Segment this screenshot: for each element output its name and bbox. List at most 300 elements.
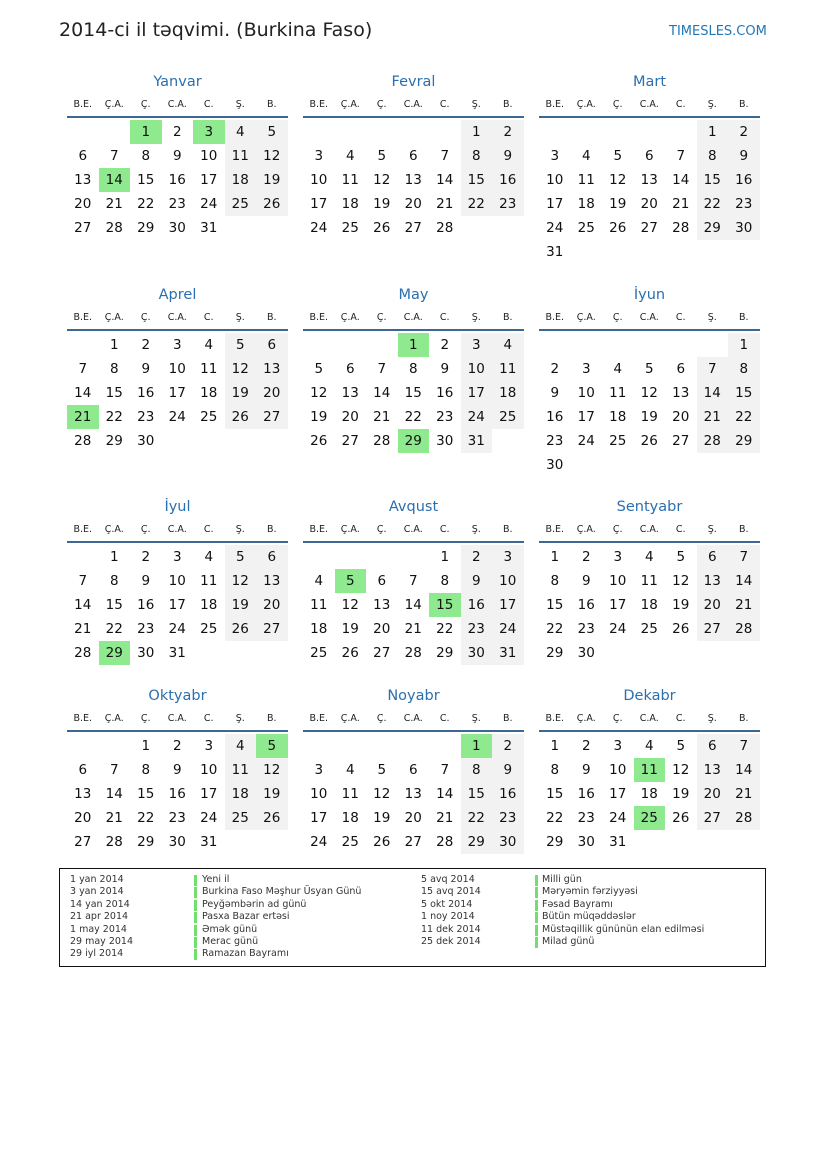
day-cell: 4: [225, 734, 257, 758]
month-name: Avqust: [388, 499, 439, 515]
day-cell: 15: [137, 172, 155, 188]
legend-marker: [194, 900, 197, 911]
day-cell: 4: [345, 148, 355, 164]
weekday-header: B.: [738, 713, 749, 724]
day-cell: 8: [461, 144, 493, 168]
legend-holiday-name: Milli gün: [542, 874, 582, 885]
day-cell: 28: [105, 220, 123, 236]
day-cell: 20: [697, 593, 729, 617]
day-cell: 8: [461, 758, 493, 782]
weekday-header: Ş.: [235, 524, 245, 535]
day-cell: 18: [310, 621, 328, 637]
day-cell: 23: [461, 617, 493, 641]
day-cell: 19: [672, 786, 690, 802]
weekday-header: Ç.: [376, 99, 387, 110]
legend-holiday-name: Məryəmin fərziyyəsi: [542, 886, 638, 898]
weekday-header: Ş.: [471, 312, 481, 323]
day-cell: 21: [105, 196, 123, 212]
day-cell: 20: [672, 409, 690, 425]
day-cell: 3: [314, 148, 324, 164]
day-cell: 27: [256, 617, 288, 641]
weekday-header: C.: [439, 99, 450, 110]
weekday-header: Ç.A.: [340, 99, 360, 110]
day-cell: 20: [404, 196, 422, 212]
day-cell: 21: [105, 810, 123, 826]
legend-holiday-name: Pasxa Bazar ertəsi: [202, 911, 290, 923]
weekday-header: B.: [266, 713, 277, 724]
day-cell: 5: [314, 361, 324, 377]
weekday-header: Ç.A.: [340, 524, 360, 535]
legend-marker: [194, 937, 197, 948]
weekday-header: Ç.A.: [104, 713, 124, 724]
day-cell: 29: [436, 645, 454, 661]
legend-holiday-name: Burkina Faso Məşhur Üsyan Günü: [202, 886, 362, 898]
header-rule: [303, 730, 524, 732]
day-cell: 5: [676, 549, 686, 565]
day-cell: 26: [256, 806, 288, 830]
weekday-header: Ç.A.: [104, 524, 124, 535]
day-cell: 4: [581, 148, 591, 164]
day-cell: 30: [436, 433, 454, 449]
weekday-header: Ş.: [707, 524, 717, 535]
weekday-header: Ş.: [471, 713, 481, 724]
day-cell: 9: [492, 144, 524, 168]
legend-marker: [535, 875, 538, 886]
header-rule: [303, 541, 524, 543]
month-name: Noyabr: [387, 688, 440, 704]
header-rule: [67, 116, 288, 118]
day-cell: 20: [256, 593, 288, 617]
weekday-header: C.A.: [167, 312, 187, 323]
day-cell: 18: [640, 597, 658, 613]
day-cell: 3: [550, 148, 560, 164]
month-name: İyul: [164, 499, 191, 515]
holiday-day-cell: 11: [634, 758, 666, 782]
day-cell: 9: [172, 762, 182, 778]
day-cell: 24: [200, 196, 218, 212]
day-cell: 22: [697, 192, 729, 216]
day-cell: 6: [377, 573, 387, 589]
day-cell: 21: [728, 593, 760, 617]
day-cell: 1: [697, 120, 729, 144]
day-cell: 17: [200, 172, 218, 188]
day-cell: 1: [440, 549, 450, 565]
legend-date: 29 may 2014: [70, 936, 134, 947]
day-cell: 2: [581, 738, 591, 754]
day-cell: 17: [492, 593, 524, 617]
day-cell: 6: [256, 545, 288, 569]
weekday-header: Ç.: [140, 312, 151, 323]
day-cell: 16: [577, 597, 595, 613]
weekday-header: B.E.: [309, 99, 329, 110]
header-rule: [539, 116, 760, 118]
day-cell: 12: [225, 357, 257, 381]
day-cell: 5: [377, 148, 387, 164]
day-cell: 4: [225, 120, 257, 144]
weekday-header: C.A.: [403, 524, 423, 535]
day-cell: 3: [172, 549, 182, 565]
day-cell: 2: [141, 549, 151, 565]
day-cell: 14: [404, 597, 422, 613]
day-cell: 19: [609, 196, 627, 212]
day-cell: 19: [256, 168, 288, 192]
weekday-header: C.: [203, 99, 214, 110]
day-cell: 14: [105, 786, 123, 802]
day-cell: 26: [609, 220, 627, 236]
day-cell: 6: [345, 361, 355, 377]
month-name: Oktyabr: [148, 688, 207, 704]
day-cell: 15: [461, 168, 493, 192]
day-cell: 25: [200, 409, 218, 425]
weekday-header: C.: [675, 713, 686, 724]
legend-holiday-name: Merac günü: [202, 936, 259, 947]
header-rule: [67, 329, 288, 331]
day-cell: 19: [672, 597, 690, 613]
day-cell: 18: [640, 786, 658, 802]
day-cell: 30: [577, 834, 595, 850]
weekday-header: B.E.: [73, 99, 93, 110]
brand-link[interactable]: TIMESLES.COM: [669, 24, 767, 39]
day-cell: 24: [577, 433, 595, 449]
day-cell: 20: [341, 409, 359, 425]
day-cell: 2: [141, 337, 151, 353]
weekday-header: C.: [203, 312, 214, 323]
day-cell: 31: [461, 429, 493, 453]
day-cell: 23: [168, 196, 186, 212]
weekday-header: Ş.: [707, 312, 717, 323]
weekday-header: B.E.: [73, 312, 93, 323]
weekday-header: Ç.: [612, 312, 623, 323]
legend-date: 1 may 2014: [70, 923, 127, 935]
legend-date: 15 avq 2014: [421, 886, 481, 898]
day-cell: 6: [644, 148, 654, 164]
weekday-header: B.E.: [73, 524, 93, 535]
day-cell: 16: [546, 409, 564, 425]
day-cell: 22: [461, 806, 493, 830]
page-title: 2014-ci il təqvimi. (Burkina Faso): [59, 19, 373, 41]
day-cell: 20: [74, 196, 92, 212]
day-cell: 27: [404, 834, 422, 850]
day-cell: 10: [546, 172, 564, 188]
day-cell: 24: [609, 621, 627, 637]
day-cell: 23: [168, 810, 186, 826]
weekday-header: Ç.: [140, 713, 151, 724]
day-cell: 23: [728, 192, 760, 216]
day-cell: 17: [609, 597, 627, 613]
weekday-header: B.: [266, 312, 277, 323]
day-cell: 23: [546, 433, 564, 449]
day-cell: 16: [728, 168, 760, 192]
day-cell: 18: [225, 168, 257, 192]
day-cell: 25: [640, 621, 658, 637]
day-cell: 13: [74, 172, 92, 188]
day-cell: 8: [697, 144, 729, 168]
day-cell: 17: [200, 786, 218, 802]
day-cell: 19: [373, 196, 391, 212]
day-cell: 2: [492, 734, 524, 758]
day-cell: 17: [609, 786, 627, 802]
day-cell: 23: [137, 409, 155, 425]
day-cell: 13: [256, 569, 288, 593]
day-cell: 7: [109, 148, 119, 164]
day-cell: 16: [168, 172, 186, 188]
legend-holiday-name: Əmək günü: [202, 923, 258, 935]
day-cell: 25: [609, 433, 627, 449]
day-cell: 1: [461, 120, 493, 144]
day-cell: 26: [225, 617, 257, 641]
day-cell: 11: [640, 573, 658, 589]
day-cell: 8: [408, 361, 418, 377]
day-cell: 8: [550, 762, 560, 778]
day-cell: 4: [644, 549, 654, 565]
legend-holiday-name: Peyğəmbərin ad günü: [202, 898, 307, 910]
day-cell: 17: [310, 196, 328, 212]
header-rule: [303, 116, 524, 118]
day-cell: 2: [550, 361, 560, 377]
day-cell: 20: [256, 381, 288, 405]
legend-marker: [535, 912, 538, 923]
day-cell: 26: [341, 645, 359, 661]
legend-holiday-name: Milad günü: [542, 936, 595, 947]
day-cell: 30: [168, 834, 186, 850]
day-cell: 6: [697, 734, 729, 758]
weekday-header: Ç.: [376, 524, 387, 535]
legend-marker: [535, 900, 538, 911]
day-cell: 22: [728, 405, 760, 429]
weekday-header: Ç.A.: [340, 312, 360, 323]
day-cell: 17: [577, 409, 595, 425]
day-cell: 2: [172, 738, 182, 754]
weekday-header: Ç.: [612, 524, 623, 535]
weekday-header: B.: [502, 99, 513, 110]
day-cell: 13: [404, 172, 422, 188]
weekday-header: C.: [439, 524, 450, 535]
day-cell: 2: [492, 120, 524, 144]
holiday-day-cell: 25: [634, 806, 666, 830]
weekday-header: C.: [675, 524, 686, 535]
day-cell: 22: [137, 196, 155, 212]
day-cell: 30: [168, 220, 186, 236]
day-cell: 6: [78, 762, 88, 778]
weekday-header: C.A.: [167, 99, 187, 110]
day-cell: 3: [613, 738, 623, 754]
day-cell: 25: [492, 405, 524, 429]
day-cell: 11: [200, 361, 218, 377]
day-cell: 13: [672, 385, 690, 401]
day-cell: 4: [613, 361, 623, 377]
day-cell: 6: [256, 333, 288, 357]
day-cell: 28: [105, 834, 123, 850]
day-cell: 17: [461, 381, 493, 405]
weekday-header: B.E.: [309, 524, 329, 535]
legend-date: 14 yan 2014: [70, 898, 130, 910]
day-cell: 27: [640, 220, 658, 236]
weekday-header: Ç.A.: [576, 312, 596, 323]
day-cell: 12: [310, 385, 328, 401]
day-cell: 6: [697, 545, 729, 569]
day-cell: 9: [581, 573, 591, 589]
day-cell: 25: [225, 806, 257, 830]
legend-date: 21 apr 2014: [70, 911, 129, 923]
day-cell: 14: [74, 385, 92, 401]
day-cell: 26: [640, 433, 658, 449]
day-cell: 27: [404, 220, 422, 236]
day-cell: 30: [137, 433, 155, 449]
legend-holiday-name: Müstəqillik gününün elan edilməsi: [542, 923, 705, 935]
weekday-header: Ş.: [235, 312, 245, 323]
day-cell: 27: [697, 806, 729, 830]
weekday-header: B.E.: [309, 312, 329, 323]
weekday-header: B.E.: [309, 713, 329, 724]
day-cell: 12: [341, 597, 359, 613]
day-cell: 12: [640, 385, 658, 401]
day-cell: 3: [581, 361, 591, 377]
weekday-header: B.: [266, 99, 277, 110]
day-cell: 5: [613, 148, 623, 164]
legend-marker: [194, 912, 197, 923]
weekday-header: B.E.: [545, 713, 565, 724]
legend-date: 5 avq 2014: [421, 874, 475, 885]
day-cell: 21: [373, 409, 391, 425]
day-cell: 7: [78, 361, 88, 377]
day-cell: 14: [436, 786, 454, 802]
day-cell: 24: [168, 621, 186, 637]
day-cell: 15: [105, 597, 123, 613]
day-cell: 27: [672, 433, 690, 449]
day-cell: 14: [728, 569, 760, 593]
day-cell: 21: [436, 196, 454, 212]
day-cell: 19: [225, 381, 257, 405]
legend-date: 1 noy 2014: [421, 911, 475, 923]
weekday-header: Ç.A.: [104, 312, 124, 323]
day-cell: 28: [728, 806, 760, 830]
weekday-header: C.: [675, 312, 686, 323]
day-cell: 21: [436, 810, 454, 826]
day-cell: 30: [546, 457, 564, 473]
day-cell: 7: [408, 573, 418, 589]
header-rule: [539, 329, 760, 331]
day-cell: 18: [200, 597, 218, 613]
holiday-day-cell: 29: [398, 429, 430, 453]
legend-holiday-name: Fəsad Bayramı: [542, 898, 613, 910]
day-cell: 21: [728, 782, 760, 806]
day-cell: 16: [168, 786, 186, 802]
day-cell: 21: [74, 621, 92, 637]
day-cell: 3: [314, 762, 324, 778]
day-cell: 16: [436, 385, 454, 401]
day-cell: 29: [546, 645, 564, 661]
day-cell: 1: [550, 738, 560, 754]
header-rule: [67, 730, 288, 732]
day-cell: 24: [310, 834, 328, 850]
day-cell: 2: [581, 549, 591, 565]
day-cell: 19: [341, 621, 359, 637]
day-cell: 18: [609, 409, 627, 425]
day-cell: 14: [672, 172, 690, 188]
day-cell: 31: [200, 220, 218, 236]
header-rule: [539, 541, 760, 543]
day-cell: 10: [310, 172, 328, 188]
day-cell: 7: [109, 762, 119, 778]
legend-date: 1 yan 2014: [70, 874, 124, 885]
day-cell: 25: [577, 220, 595, 236]
day-cell: 16: [577, 786, 595, 802]
day-cell: 28: [436, 220, 454, 236]
day-cell: 10: [609, 762, 627, 778]
day-cell: 13: [74, 786, 92, 802]
day-cell: 16: [492, 782, 524, 806]
weekday-header: B.E.: [545, 99, 565, 110]
weekday-header: Ç.: [140, 99, 151, 110]
legend-marker: [194, 925, 197, 936]
weekday-header: Ç.: [612, 713, 623, 724]
day-cell: 21: [404, 621, 422, 637]
day-cell: 22: [404, 409, 422, 425]
day-cell: 18: [492, 381, 524, 405]
day-cell: 17: [168, 385, 186, 401]
day-cell: 31: [609, 834, 627, 850]
day-cell: 22: [105, 409, 123, 425]
day-cell: 29: [105, 433, 123, 449]
day-cell: 12: [672, 762, 690, 778]
day-cell: 24: [609, 810, 627, 826]
day-cell: 25: [200, 621, 218, 637]
day-cell: 7: [728, 545, 760, 569]
day-cell: 13: [341, 385, 359, 401]
day-cell: 13: [404, 786, 422, 802]
day-cell: 14: [373, 385, 391, 401]
day-cell: 8: [109, 361, 119, 377]
weekday-header: B.: [738, 99, 749, 110]
day-cell: 18: [341, 810, 359, 826]
day-cell: 12: [373, 786, 391, 802]
day-cell: 24: [168, 409, 186, 425]
legend-holiday-name: Ramazan Bayramı: [202, 948, 289, 960]
day-cell: 21: [672, 196, 690, 212]
day-cell: 25: [225, 192, 257, 216]
day-cell: 24: [200, 810, 218, 826]
month-name: Yanvar: [153, 74, 202, 90]
day-cell: 29: [546, 834, 564, 850]
day-cell: 4: [204, 337, 214, 353]
weekday-header: B.: [266, 524, 277, 535]
holiday-day-cell: 21: [67, 405, 99, 429]
day-cell: 7: [676, 148, 686, 164]
day-cell: 19: [225, 593, 257, 617]
day-cell: 20: [404, 810, 422, 826]
day-cell: 27: [373, 645, 391, 661]
day-cell: 15: [697, 168, 729, 192]
day-cell: 14: [436, 172, 454, 188]
day-cell: 2: [172, 124, 182, 140]
weekday-header: Ş.: [235, 99, 245, 110]
weekday-header: C.: [203, 713, 214, 724]
legend-holiday-name: Yeni il: [202, 874, 230, 885]
legend-date: 29 iyl 2014: [70, 948, 124, 960]
month-name: Dekabr: [623, 688, 676, 704]
legend-marker: [535, 937, 538, 948]
day-cell: 4: [314, 573, 324, 589]
weekday-header: C.: [439, 713, 450, 724]
day-cell: 3: [461, 333, 493, 357]
weekday-header: B.E.: [545, 524, 565, 535]
day-cell: 23: [577, 621, 595, 637]
day-cell: 9: [728, 144, 760, 168]
weekday-header: Ş.: [471, 99, 481, 110]
day-cell: 29: [697, 216, 729, 240]
weekday-header: Ş.: [707, 713, 717, 724]
day-cell: 3: [204, 738, 214, 754]
